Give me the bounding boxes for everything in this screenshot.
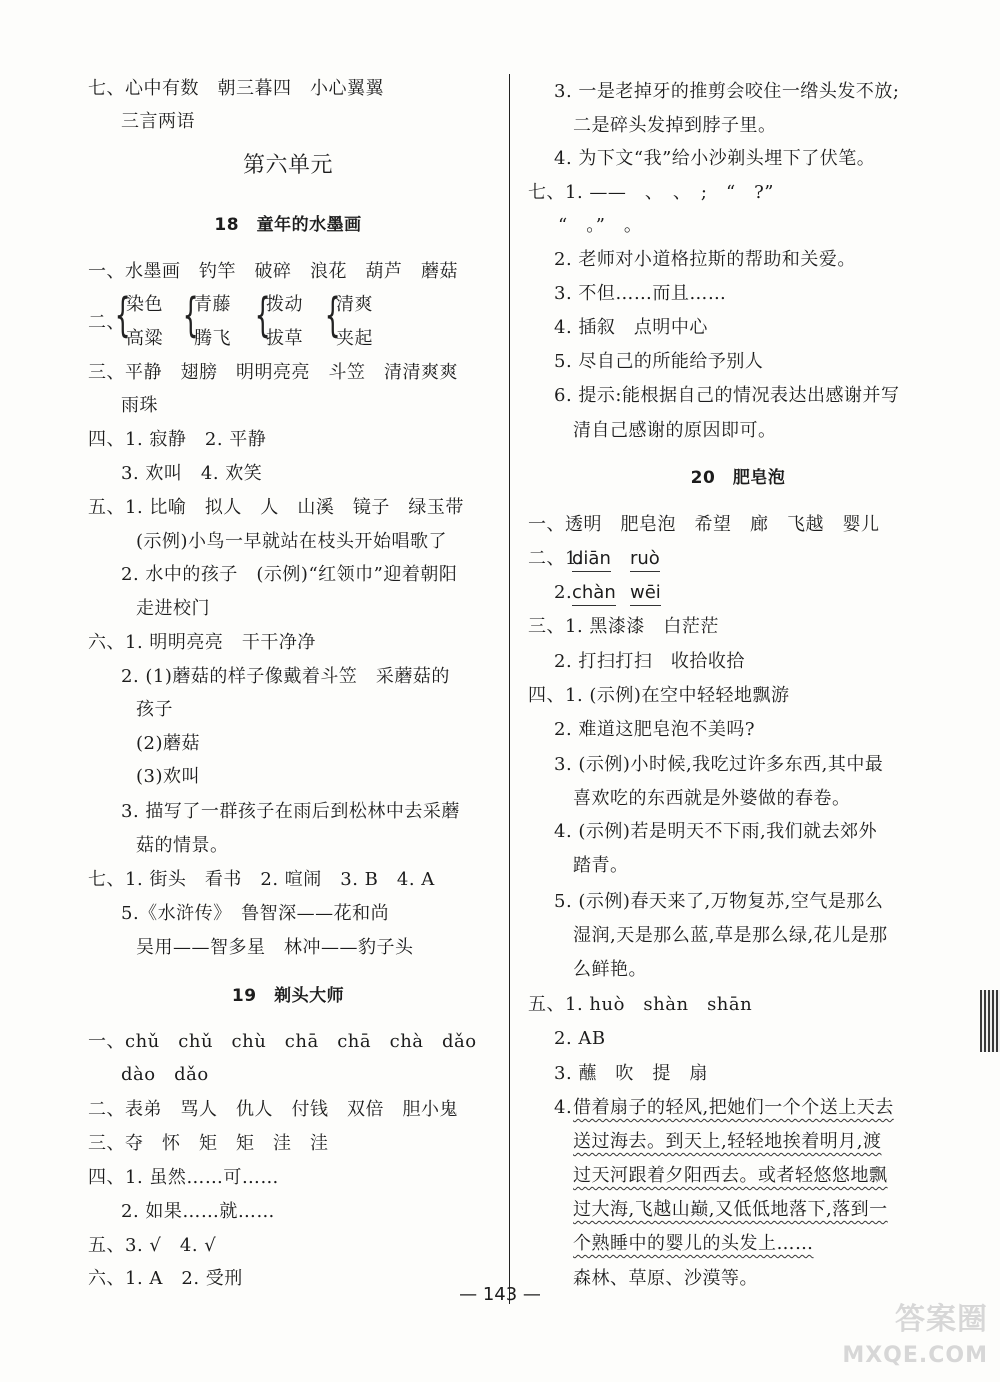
answer-line: 2. 老师对小道格拉斯的帮助和关爱。 <box>554 249 856 270</box>
answer-line: 森林、草原、沙漠等。 <box>573 1268 758 1289</box>
answer-line: 三言两语 <box>121 111 195 132</box>
quoted-passage: 借着扇子的轻风,把她们一个个送上天去 <box>573 1097 894 1118</box>
pinyin-answer <box>630 548 660 570</box>
pinyin-answer <box>572 582 616 604</box>
quoted-passage: 送过海去。到天上,轻轻地挨着明月,渡 <box>573 1131 882 1152</box>
column-divider <box>509 74 510 1304</box>
answer-line: 四、1. 寂静 2. 平静 <box>88 429 267 450</box>
answer-line: 一、水墨画 钓竿 破碎 浪花 葫芦 蘑菇 <box>88 261 458 282</box>
answer-line: 2. 难道这肥皂泡不美吗? <box>554 719 756 740</box>
word-pair-top: 拨动 <box>266 294 303 315</box>
pinyin-blank: diān <box>572 548 611 572</box>
answer-line: 5.《水浒传》 鲁智深——花和尚 <box>121 903 390 924</box>
brace-glyph: { <box>114 288 131 342</box>
pinyin-blank: wēi <box>630 582 661 606</box>
answer-line: 4. (示例)若是明天不下雨,我们就去郊外 <box>554 821 878 842</box>
answer-label: 二、1. <box>528 548 584 569</box>
answer-line: 二、表弟 骂人 仇人 付钱 双倍 胆小鬼 <box>88 1099 458 1120</box>
answer-line: 6. 提示:能根据自己的情况表达出感谢并写 <box>554 385 900 406</box>
answer-line: 四、1. (示例)在空中轻轻地飘游 <box>528 685 790 706</box>
answer-line: 菇的情景。 <box>136 835 229 856</box>
scan-artifact <box>980 990 1000 1052</box>
pinyin-answer <box>572 548 611 570</box>
answer-line: 4. 插叙 点明中心 <box>554 317 708 338</box>
word-pair-bottom: 夹起 <box>336 328 373 349</box>
answer-line: 3. 一是老掉牙的推剪会咬住一绺头发不放; <box>554 81 900 102</box>
answer-line: 走进校门 <box>136 598 210 619</box>
answer-line: 五、1. huò shàn shān <box>528 994 753 1015</box>
answer-line: 4. 为下文“我”给小沙剃头埋下了伏笔。 <box>554 148 876 169</box>
answer-line: (3)欢叫 <box>136 766 200 787</box>
answer-line: 一、透明 肥皂泡 希望 廊 飞越 婴儿 <box>528 514 880 535</box>
answer-line: (2)蘑菇 <box>136 733 200 754</box>
brace-glyph: { <box>254 288 271 342</box>
lesson-title: 20 肥皂泡 <box>690 468 786 488</box>
unit-title: 第六单元 <box>242 153 333 178</box>
answer-line: 么鲜艳。 <box>573 959 647 980</box>
answer-line: 吴用——智多星 林冲——豹子头 <box>136 937 414 958</box>
watermark-logo: 答案圈 MXQE.COM <box>842 1302 988 1368</box>
answer-line: 二是碎头发掉到脖子里。 <box>573 115 777 136</box>
answer-line: 七、1. —— 、 、 ; “ ?” <box>528 182 775 203</box>
answer-line: 六、1. 明明亮亮 干干净净 <box>88 632 316 653</box>
answer-line: 2. AB <box>554 1028 606 1049</box>
answer-line: dào dǎo <box>121 1064 209 1085</box>
answer-line: 5. (示例)春天来了,万物复苏,空气是那么 <box>554 891 884 912</box>
word-pair-top: 青藤 <box>194 294 231 315</box>
pinyin-answer <box>630 582 661 604</box>
answer-line: 一、chǔ chǔ chù chā chā chà dǎo <box>88 1031 477 1052</box>
answer-label: 2. <box>554 582 573 603</box>
brace-glyph: { <box>324 288 341 342</box>
answer-line: “ 。” 。 <box>558 215 643 236</box>
answer-label: 二、 <box>88 312 125 333</box>
answer-line: 3. 蘸 吹 提 扇 <box>554 1063 708 1084</box>
word-pair-top: 清爽 <box>336 294 373 315</box>
answer-line: 六、1. A 2. 受刑 <box>88 1268 243 1289</box>
answer-line: 七、心中有数 朝三暮四 小心翼翼 <box>88 78 384 99</box>
pinyin-blank: ruò <box>630 548 660 572</box>
pinyin-blank: chàn <box>572 582 616 606</box>
answer-line: 三、1. 黑漆漆 白茫茫 <box>528 616 719 637</box>
answer-line: 雨珠 <box>121 395 158 416</box>
word-pair-top: 染色 <box>126 294 163 315</box>
quoted-passage: 过天河跟着夕阳西去。或者轻悠悠地飘 <box>573 1165 888 1186</box>
page-number: — 143 — <box>459 1284 541 1305</box>
answer-line: 3. 描写了一群孩子在雨后到松林中去采蘑 <box>121 801 460 822</box>
answer-label: 4. <box>554 1097 573 1118</box>
quoted-passage: 过大海,飞越山巅,又低低地落下,落到一 <box>573 1199 888 1220</box>
answer-line: 2. 水中的孩子 (示例)“红领巾”迎着朝阳 <box>121 564 458 585</box>
answer-line: 清自己感谢的原因即可。 <box>573 420 777 441</box>
answer-line: 3. 欢叫 4. 欢笑 <box>121 463 263 484</box>
lesson-title: 18 童年的水墨画 <box>214 215 362 235</box>
word-pair-bottom: 拔草 <box>266 328 303 349</box>
answer-line: 踏青。 <box>573 855 629 876</box>
word-pair-bottom: 高粱 <box>126 328 163 349</box>
answer-line: 3. (示例)小时候,我吃过许多东西,其中最 <box>554 754 884 775</box>
answer-line: 四、1. 虽然……可…… <box>88 1167 279 1188</box>
answer-line: 三、平静 翅膀 明明亮亮 斗笠 清清爽爽 <box>88 362 458 383</box>
word-pair-bottom: 腾飞 <box>194 328 231 349</box>
answer-line: 五、1. 比喻 拟人 人 山溪 镜子 绿玉带 <box>88 497 464 518</box>
lesson-title: 19 剃头大师 <box>231 986 345 1006</box>
brace-glyph: { <box>182 288 199 342</box>
answer-line: 三、夺 怀 矩 矩 洼 洼 <box>88 1133 329 1154</box>
answer-line: 孩子 <box>136 699 173 720</box>
answer-line: (示例)小鸟一早就站在枝头开始唱歌了 <box>136 531 448 552</box>
answer-line: 七、1. 街头 看书 2. 喧闹 3. B 4. A <box>88 869 435 890</box>
answer-line: 五、3. √ 4. √ <box>88 1235 217 1256</box>
answer-line: 3. 不但……而且…… <box>554 283 727 304</box>
answer-line: 湿润,天是那么蓝,草是那么绿,花儿是那 <box>573 925 888 946</box>
answer-line: 2. 如果……就…… <box>121 1201 275 1222</box>
answer-line: 2. (1)蘑菇的样子像戴着斗笠 采蘑菇的 <box>121 666 450 687</box>
answer-line: 喜欢吃的东西就是外婆做的春卷。 <box>573 788 851 809</box>
answer-line: 5. 尽自己的所能给予别人 <box>554 351 764 372</box>
answer-line: 2. 打扫打扫 收拾收拾 <box>554 651 745 672</box>
quoted-passage: 个熟睡中的婴儿的头发上…… <box>573 1233 814 1254</box>
